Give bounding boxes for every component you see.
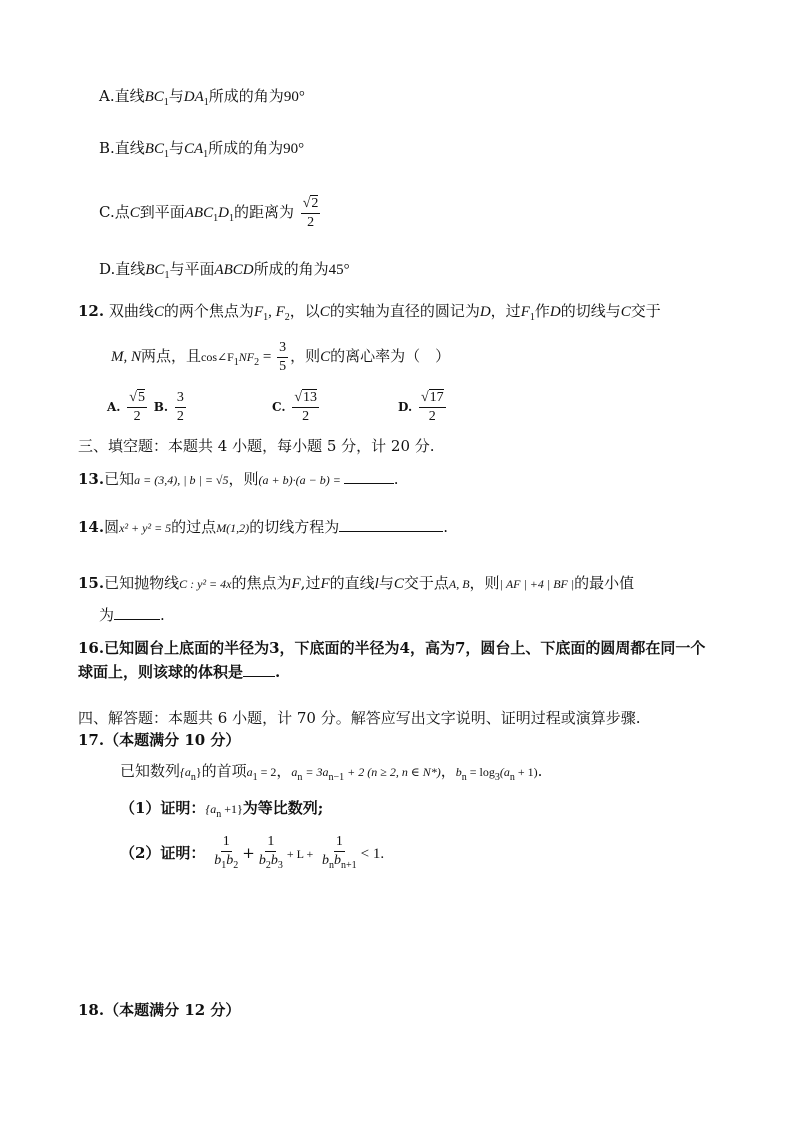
q15-line2: 为 .	[99, 606, 165, 624]
q12-choice-d-row: D. $\frac{√17}{2}$	[398, 389, 444, 424]
q17-frac-1: $\frac{1}{b_1b_2}$	[214, 834, 239, 871]
q16-line1: 16.已知圆台上底面的半径为3，下底面的半径为4，高为7，圆台上、下底面的圆周都在同一个	[78, 639, 706, 657]
q12-line1: 12. 双曲线C的两个焦点为$F_1$, $F_2$，以C的实轴为直径的圆记为D，过$F_1$作D的切线与C交于	[78, 302, 661, 323]
q17-part1: （1）证明：$\{a_n +1\}$为等比数列;	[120, 799, 324, 820]
q11-option-d: D.直线$BC_1$与平面ABCD所成的角为45°	[99, 260, 350, 281]
q12-choice-a: $\frac{√5}{2}$	[129, 389, 145, 424]
q11-option-b: B.直线$BC_1$与$CA_1$所成的角为90°	[99, 139, 305, 160]
q11-option-a: A.直线$BC_1$与$DA_1$所成的角为90°	[99, 87, 305, 108]
q17-frac-2: $\frac{1}{b_2b_3}$	[258, 834, 283, 871]
q18-title: 18.（本题满分 12 分）	[78, 1001, 241, 1019]
q14: 14.圆x² + y² = 5的过点M(1,2)的切线方程为 .	[78, 518, 448, 536]
q12-line2: M, N两点，且$\cos\angle F_1NF_2$ = $\frac{3}{5}$ ，则C的离心率为（ ）	[111, 339, 451, 374]
q15-line1: 15.已知抛物线C : y² = 4x的焦点为F,过F的直线l与C交于点A, B，则| AF | +4 | BF |的最小值	[78, 574, 635, 592]
q16-line2: 球面上，则该球的体积是 .	[78, 663, 281, 681]
q13: 13.已知a = (3,4), | b | = √5，则(a + b)·(a − b) = .	[78, 470, 399, 488]
q11-c-fraction: $\frac{√2}{2}$	[302, 195, 319, 230]
q12-choice-d: $\frac{√17}{2}$	[420, 389, 444, 424]
q11-option-c: C.点C到平面$ABC_1D_1$的距离为 $\frac{√2}{2}$	[99, 195, 319, 230]
q12-choice-c-row: C. $\frac{√13}{2}$	[272, 389, 317, 424]
q12-choices: A. $\frac{√5}{2}$ B. $\frac{3}{2}$	[107, 389, 184, 424]
section-3-heading: 三、填空题：本题共 4 小题，每小题 5 分，计 20 分.	[78, 437, 435, 455]
q17-title: 17.（本题满分 10 分）	[78, 731, 241, 749]
q17-frac-n: $\frac{1}{b_nb_{n+1}}$	[322, 834, 357, 871]
section-4-heading: 四、解答题：本题共 6 小题，计 70 分。解答应写出文字说明、证明过程或演算步骤.	[78, 709, 641, 727]
q17-part2: （2）证明： $\frac{1}{b_1b_2}$ + $\frac{1}{b_2b_3}$ + L + $\frac{1}{b_nb_{n+1}}$ < 1.	[120, 831, 384, 876]
q12-choice-b: $\frac{3}{2}$	[176, 389, 184, 424]
q12-cos-fraction: $\frac{3}{5}$	[279, 339, 287, 374]
q12-choice-c: $\frac{√13}{2}$	[294, 389, 317, 424]
q17-stem: 已知数列$\{a_n\}$的首项$a_1 = 2$，$a_n = 3a_{n-1} + 2$ (n ≥ 2, n ∈ N*)，$b_n = \log_3(a_n + 1)$.	[120, 762, 543, 783]
